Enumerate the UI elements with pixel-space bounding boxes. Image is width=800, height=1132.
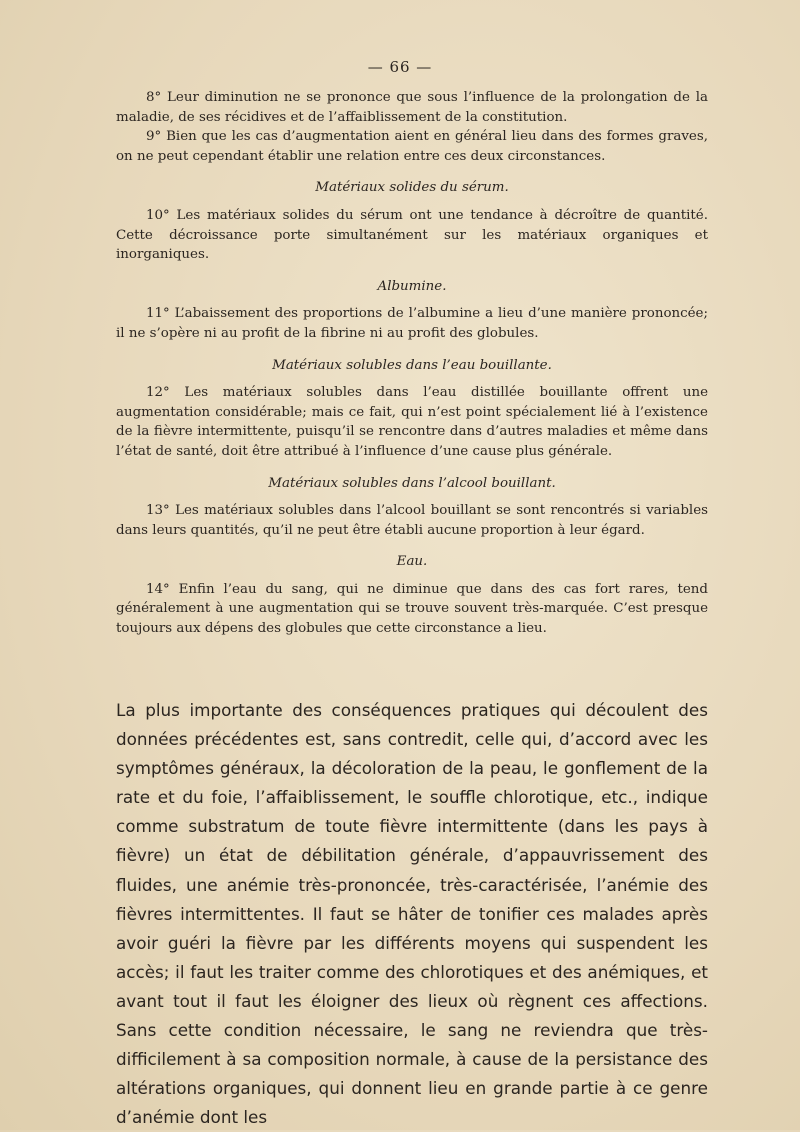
item-13: 13° Les matériaux solubles dans l’alcool bouillant se sont rencontrés si variables dans leurs quantités, qu’il ne peut être établi aucune proportion à leur égard. <box>116 503 708 538</box>
conclusion-paragraph: La plus importante des conséquences pratiques qui découlent des données précédentes est, sans contredit, celle qui, d’accord avec les symptômes généraux, la décoloration de la peau, le gonflement de la rate et du foie, l’affaiblissement, le souffle chlorotique, etc., indique comme substratum de toute fièvre intermittente (dans les pays à fièvre) un état de débilitation générale, d’appauvrissement des fluides, une anémie très-prononcée, très-caractérisée, l’anémie des fièvres intermittentes. Il faut se hâter de tonifier ces malades après avoir guéri la fièvre par les différents moyens qui suspendent les accès; il faut les traiter comme des chlorotiques et des anémiques, et avant tout il faut les éloigner des lieux où règnent ces affections. Sans cette condition nécessaire, le sang ne reviendra que très-difficilement à sa composition normale, à cause de la persistance des altérations organiques, qui donnent lieu en grande partie à ce genre d’anémie dont les <box>116 700 708 1128</box>
item-14: 14° Enfin l’eau du sang, qui ne diminue que dans des cas fort rares, tend généralement à une augmentation qui se trouve souvent très-marquée. C’est presque toujours aux dépens des globules que cette circonstance a lieu. <box>116 581 708 637</box>
heading-albumine: Albumine. <box>377 278 447 294</box>
heading-serum-solids: Matériaux solides du sérum. <box>315 180 509 196</box>
findings-list <box>116 88 708 639</box>
item-11: 11° L’abaissement des proportions de l’albumine a lieu d’une manière prononcée; il ne s’opère ni au profit de la fibrine ni au profit des globules. <box>116 306 708 341</box>
item-8: 8° Leur diminution ne se prononce que sous l’influence de la prolongation de la maladie, de ses récidives et de l’affaiblissement de la constitution. <box>116 90 708 125</box>
page-number: — 66 — <box>367 58 433 76</box>
item-10: 10° Les matériaux solides du sérum ont une tendance à décroître de quantité. Cette décroissance porte simultanément sur les matériaux organiques et inorganiques. <box>116 207 708 263</box>
heading-boiling-water-solubles: Matériaux solubles dans l’eau bouillante. <box>272 357 552 373</box>
item-12: 12° Les matériaux solubles dans l’eau distillée bouillante offrent une augmentation considérable; mais ce fait, qui n’est point spécialement lié à l’existence de la fièvre intermittente, puisqu’il se rencontre dans d’autres maladies et même dans l’état de santé, doit être attribué à l’influence d’une cause plus générale. <box>116 385 708 459</box>
item-9: 9° Bien que les cas d’augmentation aient en général lieu dans des formes graves, on ne peut cependant établir une relation entre ces deux circonstances. <box>116 129 708 164</box>
conclusion-section <box>116 696 708 1132</box>
heading-boiling-alcohol-solubles: Matériaux solubles dans l’alcool bouillant. <box>268 475 556 491</box>
heading-water: Eau. <box>396 554 428 570</box>
